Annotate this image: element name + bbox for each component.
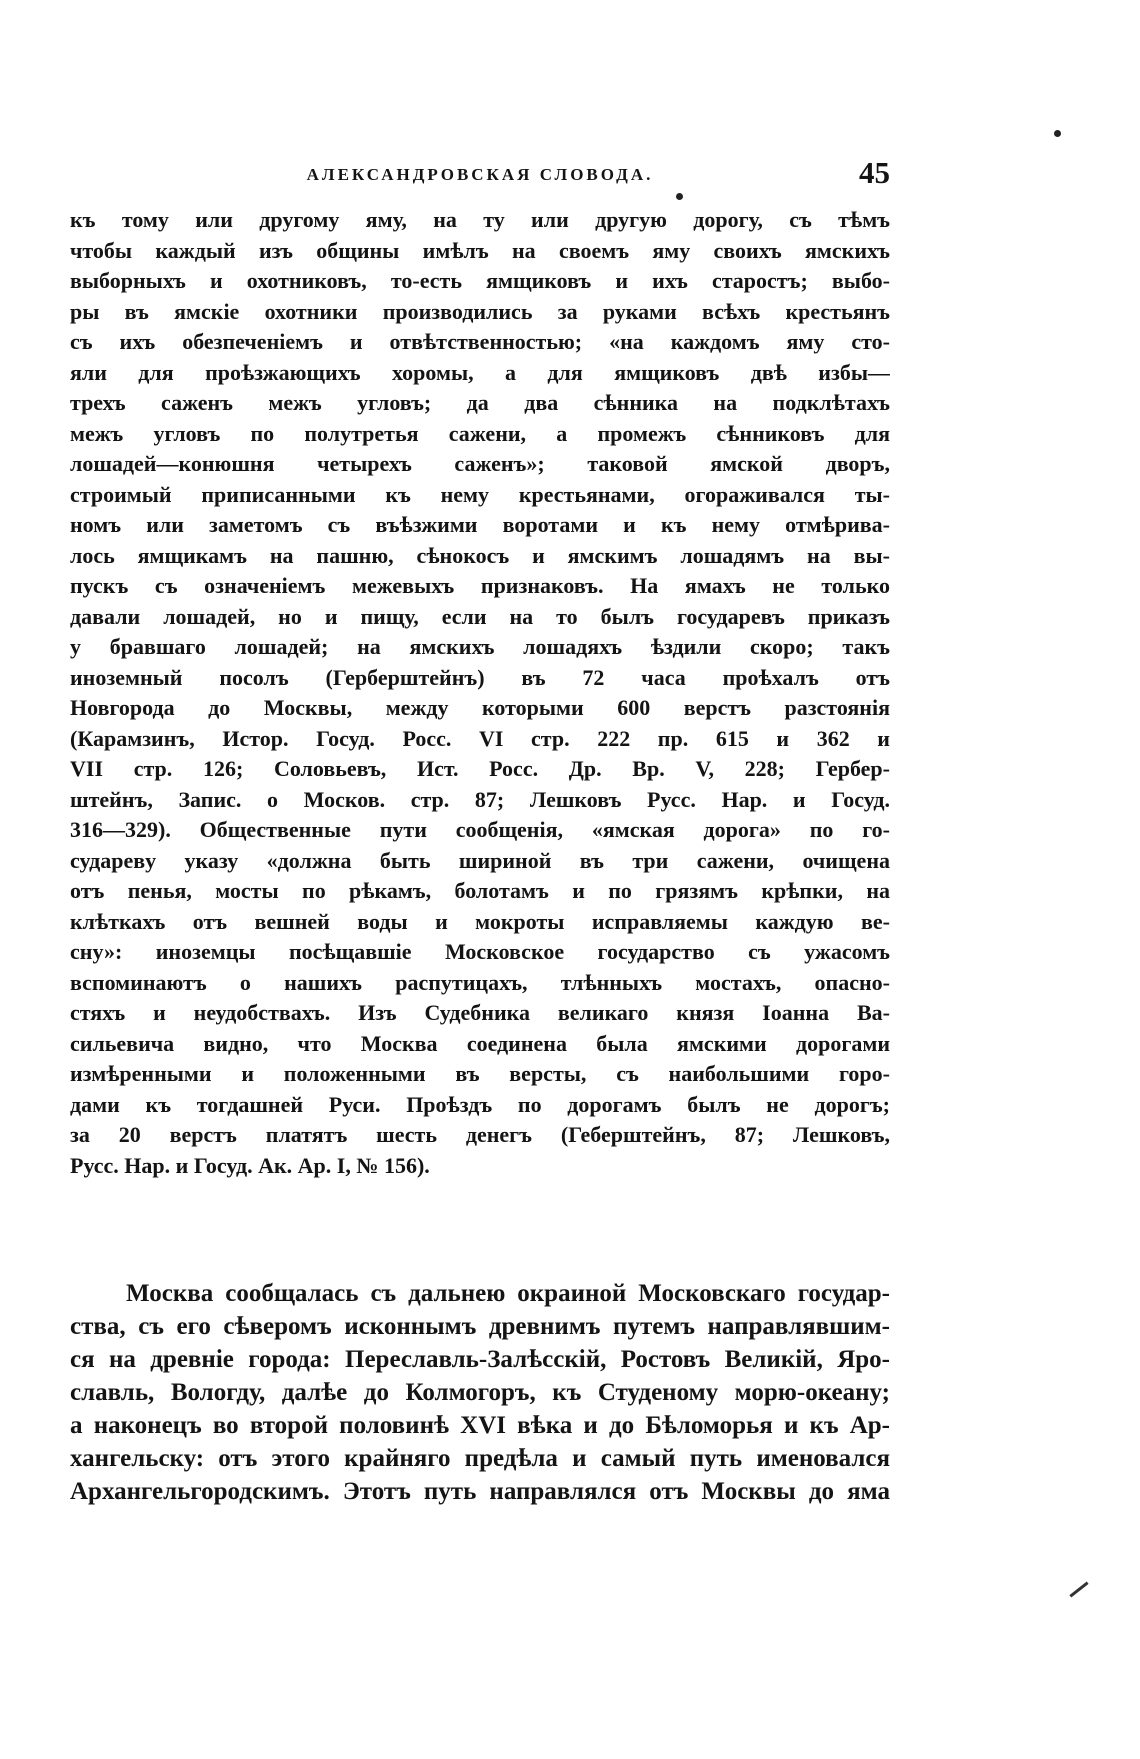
text-line: сударевy указу «должна быть шириной въ три сажени, очищена bbox=[70, 847, 890, 873]
text-line: ся на древніе города: Переславль-Залѣсскій, Ростовъ Великій, Яро- bbox=[70, 1346, 890, 1373]
ink-dot-mark bbox=[676, 193, 683, 200]
text-line: а наконецъ во второй половинѣ XVI вѣка и до Бѣломорья и къ Ар- bbox=[70, 1412, 890, 1439]
text-line: къ тому или другому яму, на ту или другую дорогу, съ тѣмъ bbox=[70, 207, 890, 232]
text-line: иноземный посолъ (Герберштейнъ) въ 72 часа проѣхалъ отъ bbox=[70, 664, 890, 690]
text-line: пускъ съ означеніемъ межевыхъ признаковъ. На ямахъ не только bbox=[70, 573, 890, 598]
text-line: клѣткахъ отъ вешней воды и мокроты исправляемы каждую ве- bbox=[70, 908, 890, 934]
body-paragraph bbox=[70, 1277, 890, 1508]
ink-dot-mark bbox=[1054, 130, 1061, 137]
text-line: у бравшаго лошадей; на ямскихъ лошадяхъ ѣздили скоро; такъ bbox=[70, 634, 890, 659]
text-line: лошадей—конюшня четырехъ саженъ»; таковой ямской дворъ, bbox=[70, 451, 890, 476]
text-line: яли для проѣзжающихъ хоромы, а для ямщиковъ двѣ избы— bbox=[70, 359, 890, 385]
running-title: АЛЕКСАНДРОВСКАЯ СЛОВОДА. bbox=[306, 165, 654, 184]
text-line: (Карамзинъ, Истор. Госуд. Росс. VI стр. 222 пр. 615 и 362 и bbox=[70, 725, 890, 751]
text-line: VII стр. 126; Соловьевъ, Ист. Росс. Др. Вр. V, 228; Гербер- bbox=[70, 756, 890, 781]
text-line: съ ихъ обезпеченіемъ и отвѣтственностью; «на каждомъ яму сто- bbox=[70, 329, 890, 354]
text-line: отъ пенья, мосты по рѣкамъ, болотамъ и по грязямъ крѣпки, на bbox=[70, 878, 890, 903]
text-line: измѣренными и положенными въ версты, съ наибольшими горо- bbox=[70, 1061, 890, 1086]
text-line: ства, съ его сѣверомъ исконнымъ древнимъ путемъ направлявшим- bbox=[70, 1313, 890, 1340]
text-line: Русс. Нар. и Госуд. Ак. Ар. I, № 156). bbox=[70, 1152, 430, 1178]
text-line: стяхъ и неудобствахъ. Изъ Судебника великаго князя Іоанна Ва- bbox=[70, 1000, 890, 1025]
text-line: межъ угловъ по полутретья сажени, а промежъ сѣнниковъ для bbox=[70, 420, 890, 446]
text-line: сну»: иноземцы посѣщавшіе Московское государство съ ужасомъ bbox=[70, 939, 890, 964]
page-number: 45 bbox=[859, 155, 890, 190]
text-line: сильевича видно, что Москва соединена была ямскими дорогами bbox=[70, 1030, 890, 1056]
text-line: Новгорода до Москвы, между которыми 600 верстъ разстоянія bbox=[70, 695, 890, 720]
footnote-paragraph bbox=[70, 205, 890, 1181]
text-line: хангельску: отъ этого крайняго предѣла и самый путь именовался bbox=[70, 1445, 890, 1472]
text-line: Москва сообщалась съ дальнею окраиной Московскаго государ- bbox=[126, 1280, 890, 1307]
text-line: номъ или заметомъ съ въѣзжими воротами и къ нему отмѣрива- bbox=[70, 512, 890, 537]
running-head bbox=[70, 155, 890, 195]
text-line: Архангельгородскимъ. Этотъ путь направлялся отъ Москвы до яма bbox=[70, 1478, 890, 1505]
text-line: вспоминаютъ о нашихъ распутицахъ, тлѣнныхъ мостахъ, опасно- bbox=[70, 969, 890, 995]
text-line: чтобы каждый изъ общины имѣлъ на своемъ яму своихъ ямскихъ bbox=[70, 237, 890, 263]
text-line: ры въ ямскіе охотники производились за руками всѣхъ крестьянъ bbox=[70, 298, 890, 324]
text-line: давали лошадей, но и пищу, если на то былъ государевъ приказъ bbox=[70, 603, 890, 629]
text-line: выборныхъ и охотниковъ, то-есть ямщиковъ и ихъ старостъ; выбо- bbox=[70, 268, 890, 293]
text-line: славль, Вологду, далѣе до Колмогоръ, къ Студеному морю-океану; bbox=[70, 1379, 890, 1406]
text-line: трехъ саженъ межъ угловъ; да два сѣнника на подклѣтахъ bbox=[70, 390, 890, 415]
pen-stroke-mark bbox=[1069, 1582, 1088, 1598]
text-line: лось ямщикамъ на пашню, сѣнокосъ и ямскимъ лошадямъ на вы- bbox=[70, 542, 890, 568]
text-line: 316—329). Общественные пути сообщенія, «ямская дорога» по го- bbox=[70, 817, 890, 842]
text-line: дами къ тогдашней Руси. Проѣздъ по дорогамъ былъ не дорогъ; bbox=[70, 1091, 890, 1117]
text-line: штейнъ, Запис. о Москов. стр. 87; Лешковъ Русс. Нар. и Госуд. bbox=[70, 786, 890, 812]
text-line: за 20 верстъ платятъ шесть денегъ (Геберштейнъ, 87; Лешковъ, bbox=[70, 1122, 890, 1147]
text-line: строимый приписанными къ нему крестьянами, огораживался ты- bbox=[70, 481, 890, 507]
